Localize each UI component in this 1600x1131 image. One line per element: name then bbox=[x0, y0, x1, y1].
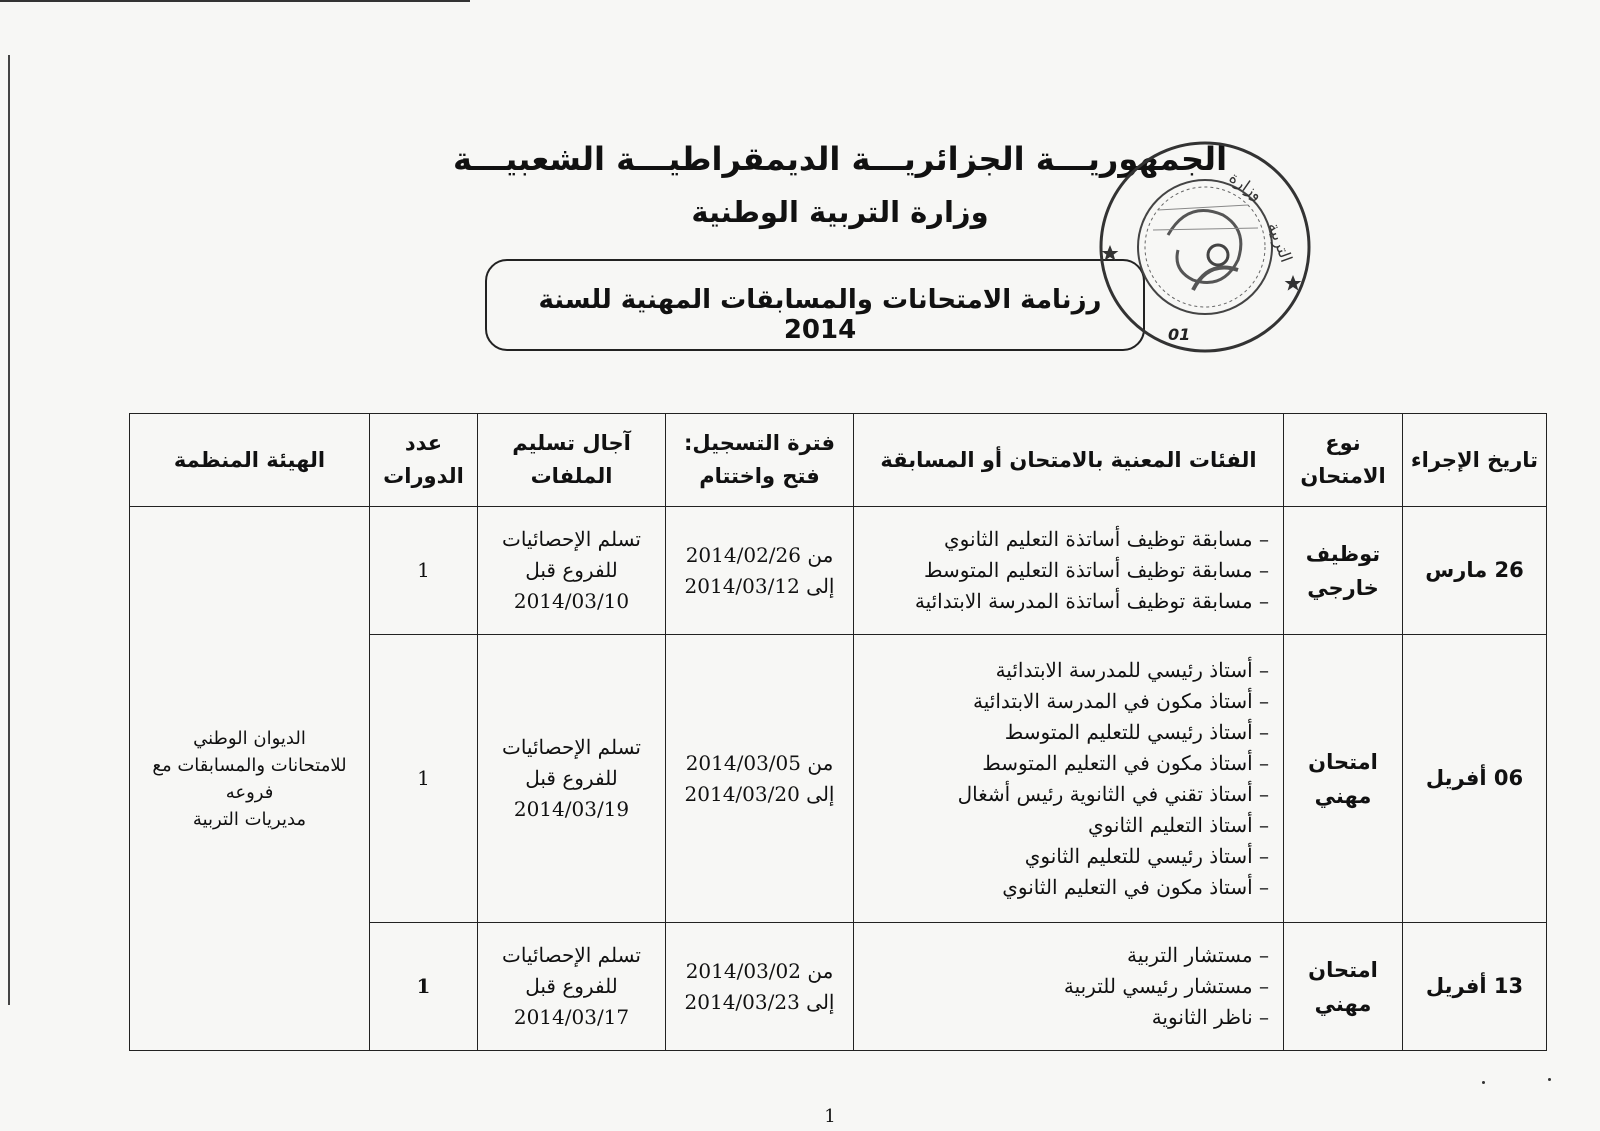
period-from: من 2014/03/05 bbox=[685, 750, 834, 775]
header-sessions: عدد الدورات bbox=[370, 414, 478, 507]
period-from: من 2014/03/02 bbox=[685, 958, 834, 983]
country-title: الجمهوريـــة الجزائريـــة الديمقراطيـــة الشعبيـــة bbox=[452, 140, 1228, 178]
organizer-line: الديوان الوطني bbox=[193, 727, 306, 749]
header-type: نوع الامتحان bbox=[1284, 414, 1403, 507]
stamp-number: 01 bbox=[1168, 325, 1191, 344]
list-item: – أستاذ تقني في الثانوية رئيس أشغال bbox=[854, 779, 1269, 810]
row-registration-period bbox=[666, 507, 854, 635]
header-deadline: آجال تسليم الملفات bbox=[478, 414, 666, 507]
scan-speck bbox=[1548, 1078, 1551, 1081]
list-item: – مسابقة توظيف أساتذة التعليم المتوسط bbox=[854, 555, 1269, 586]
official-seal-icon bbox=[1098, 140, 1313, 355]
row-deadline bbox=[478, 923, 666, 1051]
row-categories bbox=[854, 635, 1284, 923]
list-item: – مستشار التربية bbox=[854, 940, 1269, 971]
list-item: – أستاذ رئيسي للتعليم المتوسط bbox=[854, 717, 1269, 748]
row-type: امتحان مهني bbox=[1284, 923, 1403, 1051]
deadline-date: 2014/03/19 bbox=[513, 797, 630, 821]
document-header bbox=[0, 0, 1600, 360]
deadline-line: تسلم الإحصائيات bbox=[502, 527, 641, 551]
organizer-line: مديريات التربية bbox=[192, 808, 307, 830]
deadline-line: للفروع قبل bbox=[525, 974, 618, 998]
row-type: توظيف خارجي bbox=[1284, 507, 1403, 635]
list-item: – مسابقة توظيف أساتذة التعليم الثانوي bbox=[854, 524, 1269, 555]
header-date: تاريخ الإجراء bbox=[1403, 414, 1547, 507]
deadline-line: للفروع قبل bbox=[525, 558, 618, 582]
row-sessions: 1 bbox=[370, 635, 478, 923]
svg-text:التربية: التربية bbox=[1264, 219, 1297, 265]
deadline-date: 2014/03/10 bbox=[513, 589, 630, 613]
row-date: 13 أفريل bbox=[1403, 923, 1547, 1051]
deadline-line: للفروع قبل bbox=[525, 766, 618, 790]
row-deadline bbox=[478, 507, 666, 635]
organizer-cell bbox=[130, 507, 370, 1051]
organizer-line: للامتحانات والمسابقات مع bbox=[152, 754, 347, 776]
list-item: – مستشار رئيسي للتربية bbox=[854, 971, 1269, 1002]
table-row bbox=[130, 507, 1547, 635]
list-item: – أستاذ مكون في التعليم المتوسط bbox=[854, 748, 1269, 779]
document-title: رزنامة الامتحانات والمسابقات المهنية للسنة 2014 bbox=[538, 285, 1102, 345]
header-organizer: الهيئة المنظمة bbox=[130, 414, 370, 507]
ministry-title: وزارة التربية الوطنية bbox=[691, 195, 989, 229]
period-from: من 2014/02/26 bbox=[685, 542, 834, 567]
organizer-line: فروعه bbox=[225, 781, 274, 803]
list-item: – أستاذ رئيسي للتعليم الثانوي bbox=[854, 841, 1269, 872]
row-registration-period bbox=[666, 635, 854, 923]
row-categories bbox=[854, 507, 1284, 635]
list-item: – مسابقة توظيف أساتذة المدرسة الابتدائية bbox=[854, 586, 1269, 617]
row-date: 26 مارس bbox=[1403, 507, 1547, 635]
period-to: إلى 2014/03/12 bbox=[684, 573, 835, 598]
list-item: – أستاذ مكون في المدرسة الابتدائية bbox=[854, 686, 1269, 717]
table-header-row bbox=[130, 414, 1547, 507]
row-sessions: 1 bbox=[370, 507, 478, 635]
exam-calendar-table bbox=[129, 413, 1547, 1051]
row-registration-period bbox=[666, 923, 854, 1051]
deadline-date: 2014/03/17 bbox=[513, 1005, 630, 1029]
svg-text:وزارة: وزارة bbox=[1225, 167, 1267, 204]
row-sessions: 1 bbox=[370, 923, 478, 1051]
period-to: إلى 2014/03/23 bbox=[684, 989, 835, 1014]
row-deadline bbox=[478, 635, 666, 923]
row-categories bbox=[854, 923, 1284, 1051]
row-type: امتحان مهني bbox=[1284, 635, 1403, 923]
scan-speck bbox=[1482, 1081, 1485, 1084]
list-item: – أستاذ مكون في التعليم الثانوي bbox=[854, 872, 1269, 903]
period-to: إلى 2014/03/20 bbox=[684, 781, 835, 806]
list-item: – ناظر الثانوية bbox=[854, 1002, 1269, 1033]
header-categories: الفئات المعنية بالامتحان أو المسابقة bbox=[854, 414, 1284, 507]
header-registration: فترة التسجيل: فتح واختتام bbox=[666, 414, 854, 507]
list-item: – أستاذ التعليم الثانوي bbox=[854, 810, 1269, 841]
deadline-line: تسلم الإحصائيات bbox=[502, 943, 641, 967]
deadline-line: تسلم الإحصائيات bbox=[502, 735, 641, 759]
page-number: 1 bbox=[824, 1106, 836, 1127]
list-item: – أستاذ رئيسي للمدرسة الابتدائية bbox=[854, 655, 1269, 686]
row-date: 06 أفريل bbox=[1403, 635, 1547, 923]
